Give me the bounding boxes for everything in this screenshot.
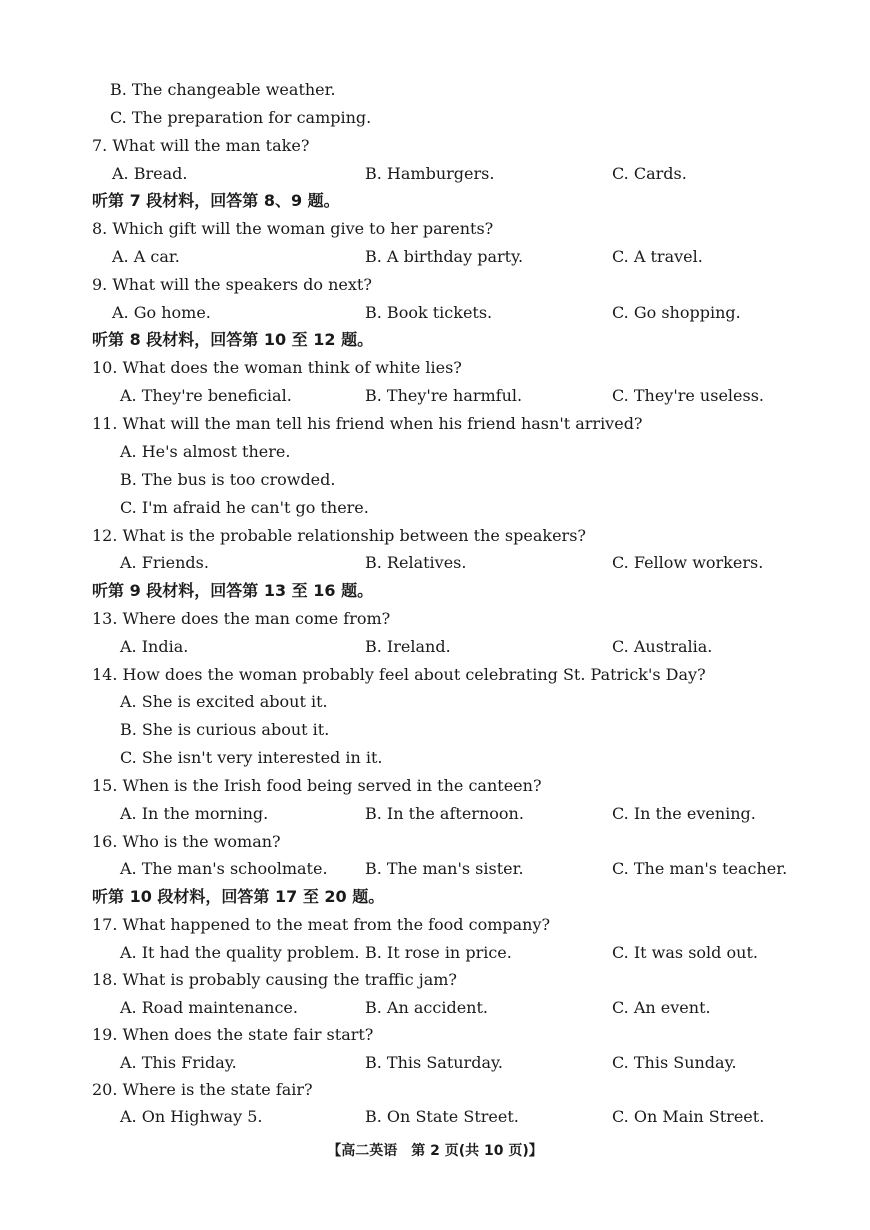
option-6c: C. The preparation for camping.	[110, 108, 372, 127]
option-8b: B. A birthday party.	[365, 247, 524, 266]
option-16c: C. The man's teacher.	[612, 859, 788, 878]
question-10: 10. What does the woman think of white lies?	[92, 358, 462, 377]
option-19c: C. This Sunday.	[612, 1053, 737, 1072]
option-7c: C. Cards.	[612, 164, 687, 183]
section-heading-7: 听第 7 段材料，回答第 8、9 题。	[92, 191, 340, 210]
question-9: 9. What will the speakers do next?	[92, 275, 372, 294]
option-12c: C. Fellow workers.	[612, 553, 764, 572]
option-14b: B. She is curious about it.	[120, 720, 330, 739]
option-17a: A. It had the quality problem.	[120, 943, 360, 962]
section-heading-9: 听第 9 段材料，回答第 13 至 16 题。	[92, 581, 374, 600]
question-16: 16. Who is the woman?	[92, 832, 281, 851]
page-footer: 【高二英语 第 2 页(共 10 页)】	[327, 1143, 543, 1159]
option-16a: A. The man's schoolmate.	[120, 859, 328, 878]
option-10b: B. They're harmful.	[365, 386, 523, 405]
section-heading-8: 听第 8 段材料，回答第 10 至 12 题。	[92, 330, 374, 349]
option-20c: C. On Main Street.	[612, 1107, 765, 1126]
option-20a: A. On Highway 5.	[120, 1107, 263, 1126]
option-12b: B. Relatives.	[365, 553, 467, 572]
option-13a: A. India.	[120, 637, 189, 656]
option-13b: B. Ireland.	[365, 637, 451, 656]
question-18: 18. What is probably causing the traffic jam?	[92, 970, 457, 989]
option-11b: B. The bus is too crowded.	[120, 470, 336, 489]
option-17b: B. It rose in price.	[365, 943, 512, 962]
option-9c: C. Go shopping.	[612, 303, 741, 322]
option-10a: A. They're beneficial.	[120, 386, 292, 405]
option-18a: A. Road maintenance.	[120, 998, 298, 1017]
option-18c: C. An event.	[612, 998, 711, 1017]
option-14a: A. She is excited about it.	[120, 692, 328, 711]
question-15: 15. When is the Irish food being served in the canteen?	[92, 776, 542, 795]
question-7: 7. What will the man take?	[92, 136, 310, 155]
option-10c: C. They're useless.	[612, 386, 765, 405]
option-9a: A. Go home.	[112, 303, 211, 322]
option-19b: B. This Saturday.	[365, 1053, 503, 1072]
question-14: 14. How does the woman probably feel about celebrating St. Patrick's Day?	[92, 665, 706, 684]
question-12: 12. What is the probable relationship between the speakers?	[92, 526, 586, 545]
option-8a: A. A car.	[112, 247, 180, 266]
option-9b: B. Book tickets.	[365, 303, 493, 322]
question-13: 13. Where does the man come from?	[92, 609, 391, 628]
option-13c: C. Australia.	[612, 637, 713, 656]
option-11a: A. He's almost there.	[120, 442, 291, 461]
question-8: 8. Which gift will the woman give to her parents?	[92, 219, 494, 238]
option-17c: C. It was sold out.	[612, 943, 758, 962]
option-7a: A. Bread.	[112, 164, 188, 183]
option-20b: B. On State Street.	[365, 1107, 519, 1126]
option-15a: A. In the morning.	[120, 804, 269, 823]
option-15b: B. In the afternoon.	[365, 804, 524, 823]
option-6b: B. The changeable weather.	[110, 80, 336, 99]
question-17: 17. What happened to the meat from the food company?	[92, 915, 551, 934]
option-12a: A. Friends.	[120, 553, 209, 572]
option-11c: C. I'm afraid he can't go there.	[120, 498, 369, 517]
question-20: 20. Where is the state fair?	[92, 1080, 313, 1099]
option-19a: A. This Friday.	[120, 1053, 237, 1072]
option-16b: B. The man's sister.	[365, 859, 524, 878]
option-8c: C. A travel.	[612, 247, 703, 266]
option-18b: B. An accident.	[365, 998, 488, 1017]
option-15c: C. In the evening.	[612, 804, 756, 823]
section-heading-10: 听第 10 段材料，回答第 17 至 20 题。	[92, 887, 385, 906]
question-11: 11. What will the man tell his friend when his friend hasn't arrived?	[92, 414, 643, 433]
option-7b: B. Hamburgers.	[365, 164, 495, 183]
option-14c: C. She isn't very interested in it.	[120, 748, 383, 767]
question-19: 19. When does the state fair start?	[92, 1025, 374, 1044]
